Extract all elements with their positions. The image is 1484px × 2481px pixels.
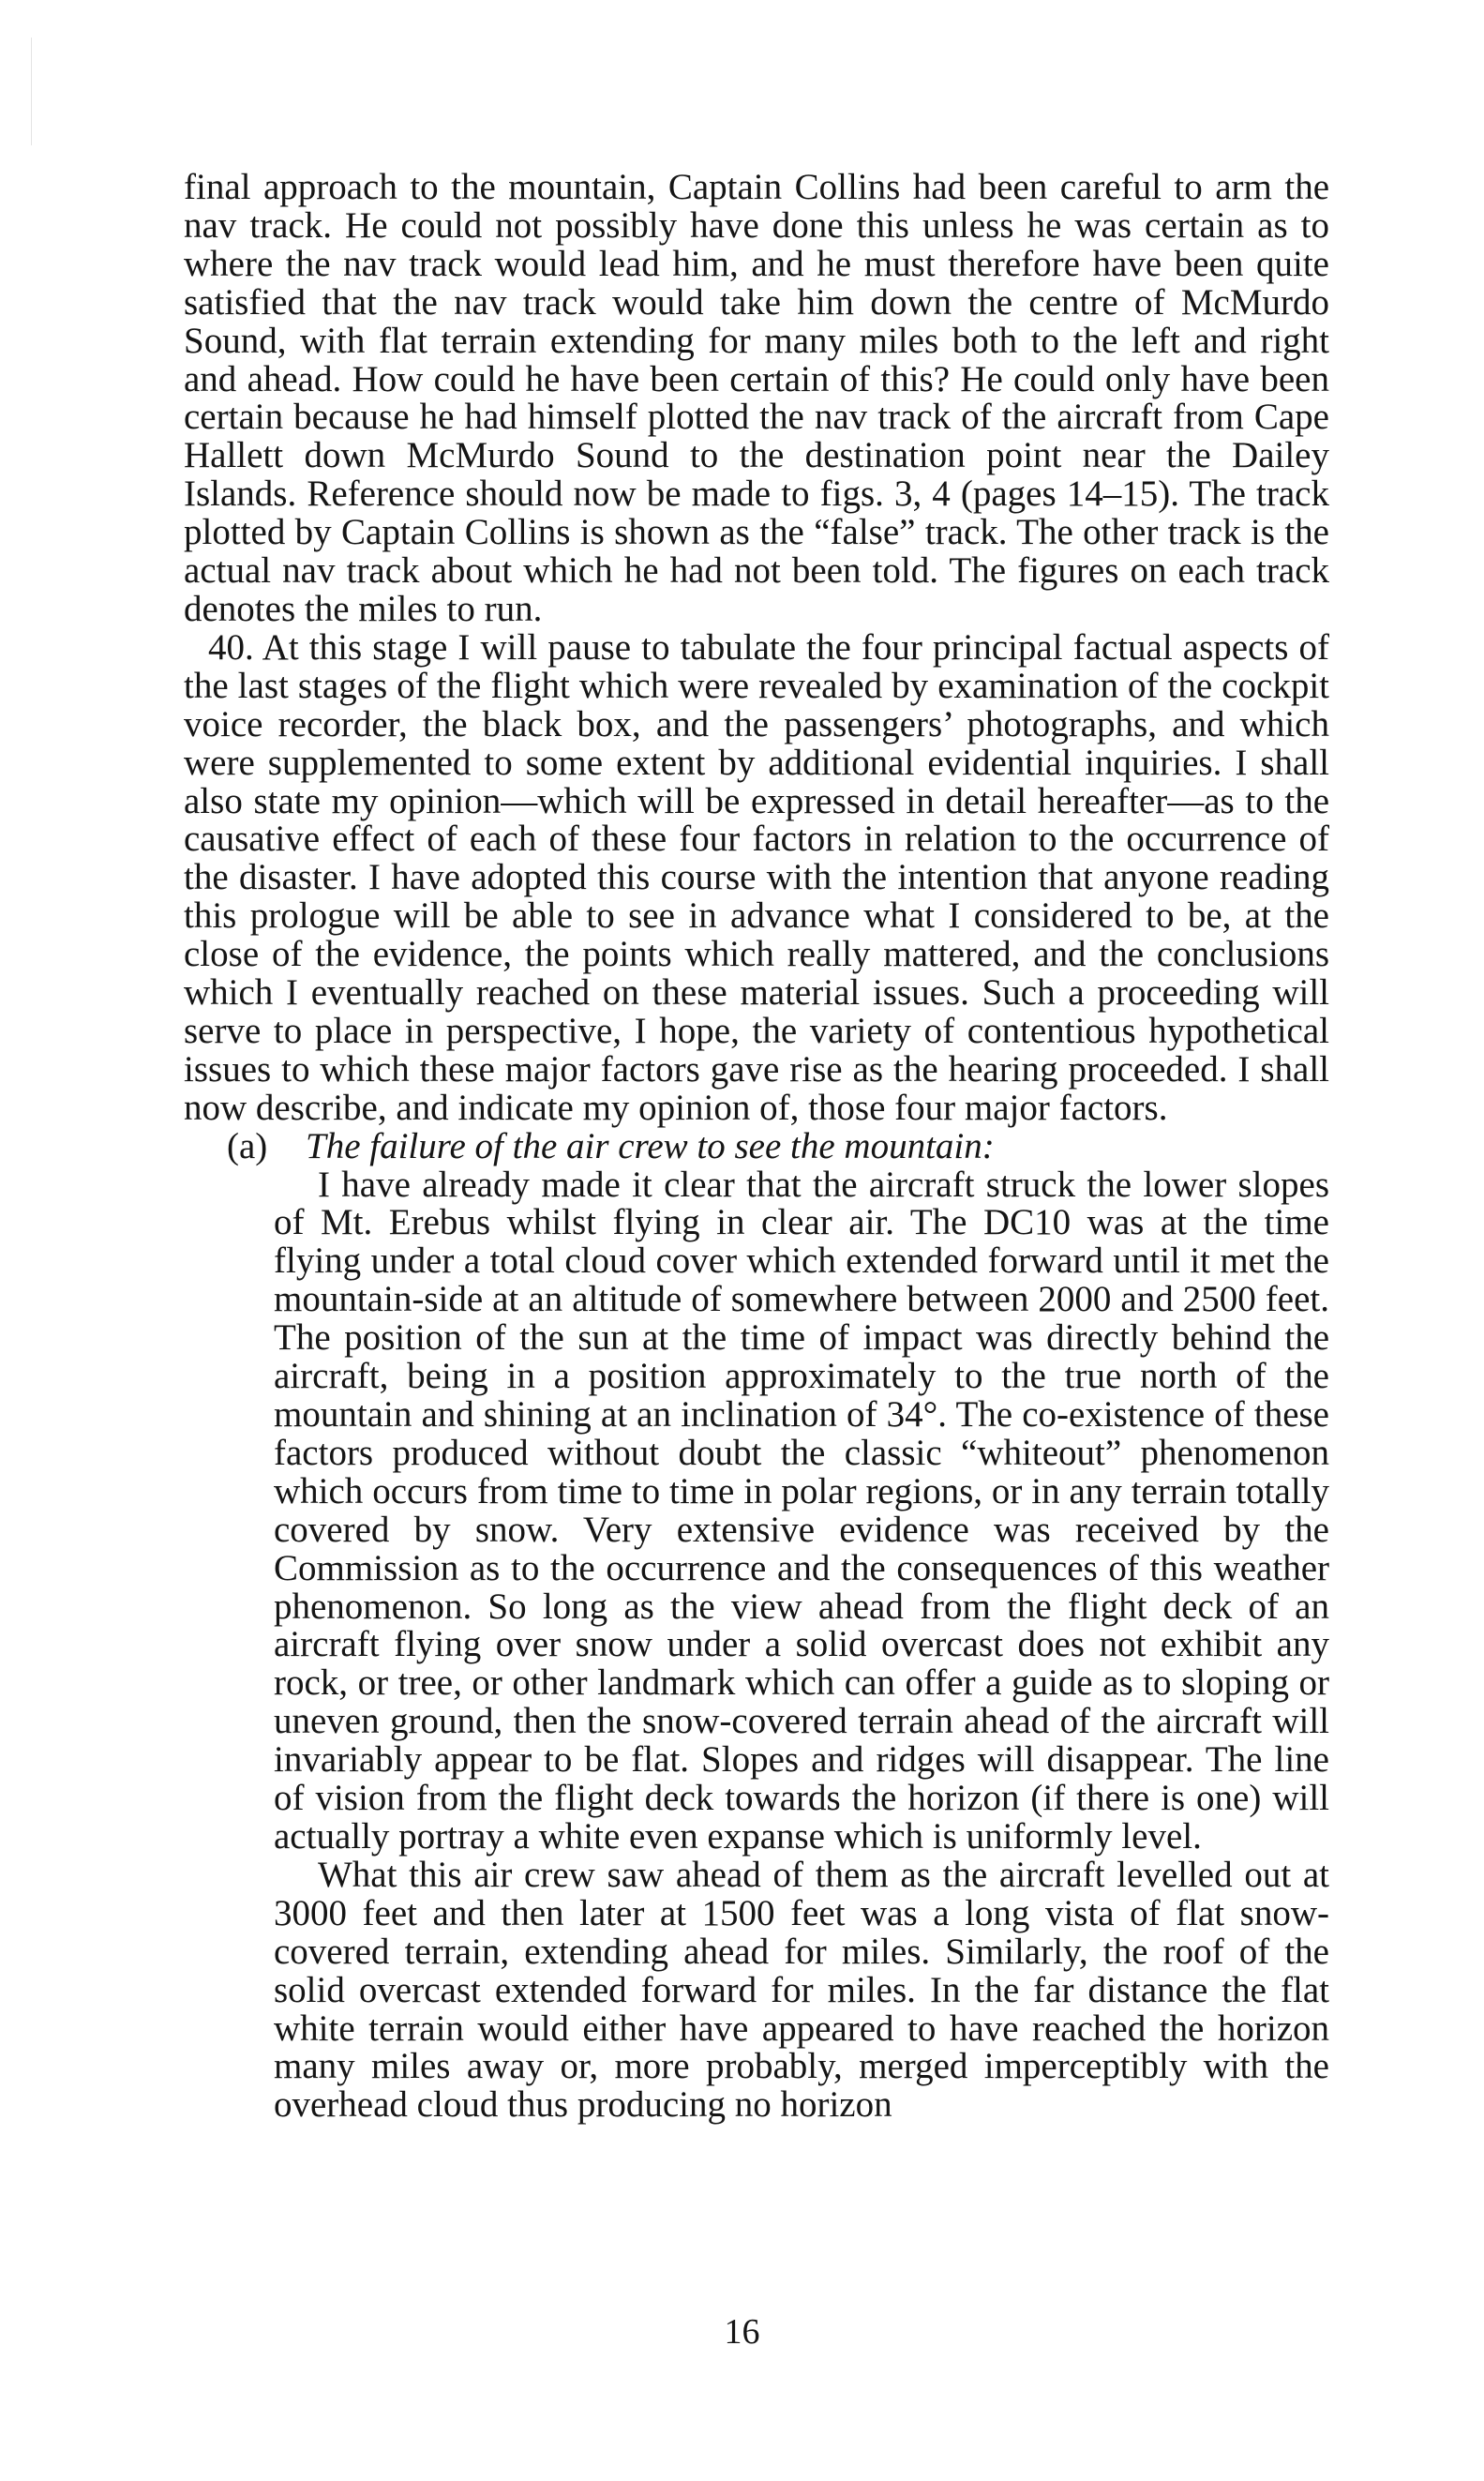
- subsection-title: The failure of the air crew to see the mountain:: [306, 1125, 995, 1166]
- page-number: 16: [724, 2312, 760, 2352]
- page-edge-line: [31, 38, 32, 145]
- document-page: [184, 169, 1329, 2125]
- subsection-a-paragraph-2: What this air crew saw ahead of them as the aircraft levelled out at 3000 feet and then later at 1500 feet was a long vista of flat snow-covered terrain, extending ahead for miles. Similarly, the roof of the solid overcast extended forward for miles. In the far distance the flat white terrain would either have appeared to have reached the horizon many miles away or, more probably, merged imperceptibly with the overhead cloud thus producing no horizon: [274, 1854, 1329, 2126]
- subsection-label: (a): [227, 1125, 268, 1166]
- subsection-a-paragraph-1: I have already made it clear that the aircraft struck the lower slopes of Mt. Erebus whilst flying in clear air. The DC10 was at the time flying under a total cloud cover which extended forward until it met the mountain-side at an altitude of somewhere between 2000 and 2500 feet. The position of the sun at the time of impact was directly behind the aircraft, being in a position approximately to the true north of the mountain and shining at an inclination of 34°. The co-existence of these factors produced without doubt the classic “whiteout” phenomenon which occurs from time to time in polar regions, or in any terrain totally covered by snow. Very extensive evidence was received by the Commission as to the occurrence and the consequences of this weather phenomenon. So long as the view ahead from the flight deck of an aircraft flying over snow under a solid overcast does not exhibit any rock, or tree, or other landmark which can offer a guide as to sloping or uneven ground, then the snow-covered terrain ahead of the aircraft will invariably appear to be flat. Slopes and ridges will disappear. The line of vision from the flight deck towards the horizon (if there is one) will actually portray a white even expanse which is uniformly level.: [274, 1164, 1329, 1857]
- paragraph-continuation: final approach to the mountain, Captain Collins had been careful to arm the nav track. He could not possibly have done this unless he was certain as to where the nav track would lead him, and he must therefore have been quite satisfied that the nav track would take him down the centre of McMurdo Sound, with flat terrain extending for many miles both to the left and right and ahead. How could he have been certain of this? He could only have been certain because he had himself plotted the nav track of the aircraft from Cape Hallett down McMurdo Sound to the destination point near the Dailey Islands. Reference should now be made to figs. 3, 4 (pages 14–15). The track plotted by Captain Collins is shown as the “false” track. The other track is the actual nav track about which he had not been told. The figures on each track denotes the miles to run.: [184, 167, 1329, 629]
- subsection-heading: [184, 1125, 1329, 1166]
- paragraph-40: 40. At this stage I will pause to tabulate the four principal factual aspects of the last stages of the flight which were revealed by examination of the cockpit voice recorder, the black box, and the passengers’ photographs, and which were supplemented to some extent by additional evidential inquiries. I shall also state my opinion—which will be expressed in detail hereafter—as to the causative effect of each of these four factors in relation to the occurrence of the disaster. I have adopted this course with the intention that anyone reading this prologue will be able to see in advance what I considered to be, at the close of the evidence, the points which really mattered, and the conclusions which I eventually reached on these material issues. Such a proceeding will serve to place in perspective, I hope, the variety of contentious hypothetical issues to which these major factors gave rise as the hearing proceeded. I shall now describe, and indicate my opinion of, those four major factors.: [184, 626, 1329, 1128]
